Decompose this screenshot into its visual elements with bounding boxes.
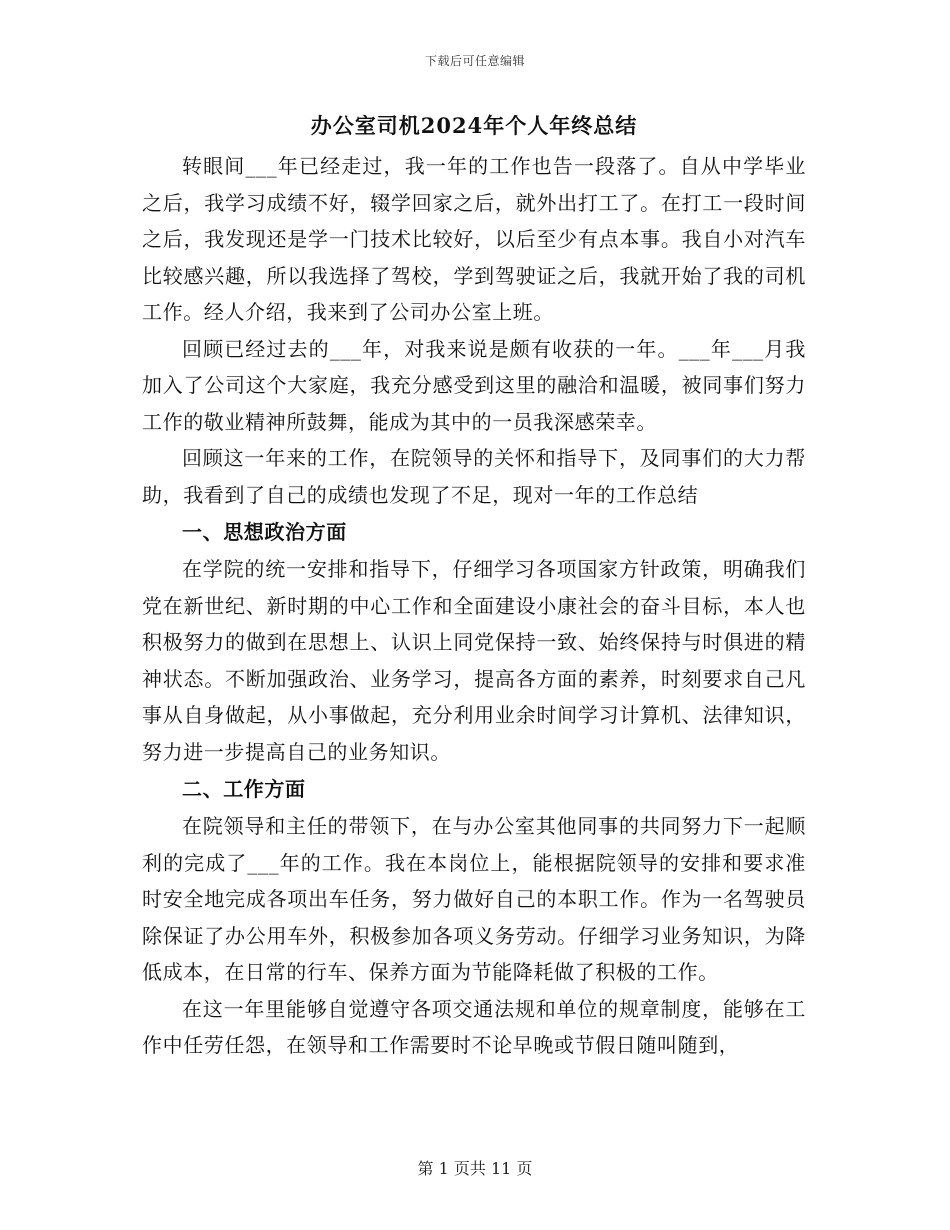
document-body <box>142 108 806 1064</box>
paragraph-ideology-1: 在学院的统一安排和指导下，仔细学习各项国家方针政策，明确我们党在新世纪、新时期的中心工作和全面建设小康社会的奋斗目标，本人也积极努力的做到在思想上、认识上同党保持一致、始终保持与时俱进的精神状态。不断加强政治、业务学习，提高各方面的素养，时刻要求自己凡事从自身做起，从小事做起，充分利用业余时间学习计算机、法律知识，努力进一步提高自己的业务知识。 <box>142 557 806 764</box>
document-title: 办公室司机2024年个人年终总结 <box>310 113 638 138</box>
paragraph-intro-2: 回顾已经过去的___年，对我来说是颇有收获的一年。___年___月我加入了公司这个大家庭，我充分感受到这里的融洽和温暖，被同事们努力工作的敬业精神所鼓舞，能成为其中的一员我深感荣幸。 <box>142 336 806 434</box>
page-number: 第 1 页共 11 页 <box>417 1159 533 1178</box>
section-heading-work: 二、工作方面 <box>182 777 306 801</box>
section-heading-ideology: 一、思想政治方面 <box>182 520 347 544</box>
paragraph-work-1: 在院领导和主任的带领下，在与办公室其他同事的共同努力下一起顺利的完成了___年的工作。我在本岗位上，能根据院领导的安排和要求准时安全地完成各项出车任务，努力做好自己的本职工作。作为一名驾驶员除保证了办公用车外，积极参加各项义务劳动。仔细学习业务知识，为降低成本，在日常的行车、保养方面为节能降耗做了积极的工作。 <box>142 814 806 984</box>
page-header-note: 下载后可任意编辑 <box>424 54 525 68</box>
paragraph-intro-1: 转眼间___年已经走过，我一年的工作也告一段落了。自从中学毕业之后，我学习成绩不好，辍学回家之后，就外出打工了。在打工一段时间之后，我发现还是学一门技术比较好，以后至少有点本事。我自小对汽车比较感兴趣，所以我选择了驾校，学到驾驶证之后，我就开始了我的司机工作。经人介绍，我来到了公司办公室上班。 <box>142 154 806 324</box>
paragraph-work-2: 在这一年里能够自觉遵守各项交通法规和单位的规章制度，能够在工作中任劳任怨，在领导和工作需要时不论早晚或节假日随叫随到， <box>142 996 806 1057</box>
paragraph-intro-3: 回顾这一年来的工作，在院领导的关怀和指导下，及同事们的大力帮助，我看到了自己的成绩也发现了不足，现对一年的工作总结 <box>142 446 806 507</box>
